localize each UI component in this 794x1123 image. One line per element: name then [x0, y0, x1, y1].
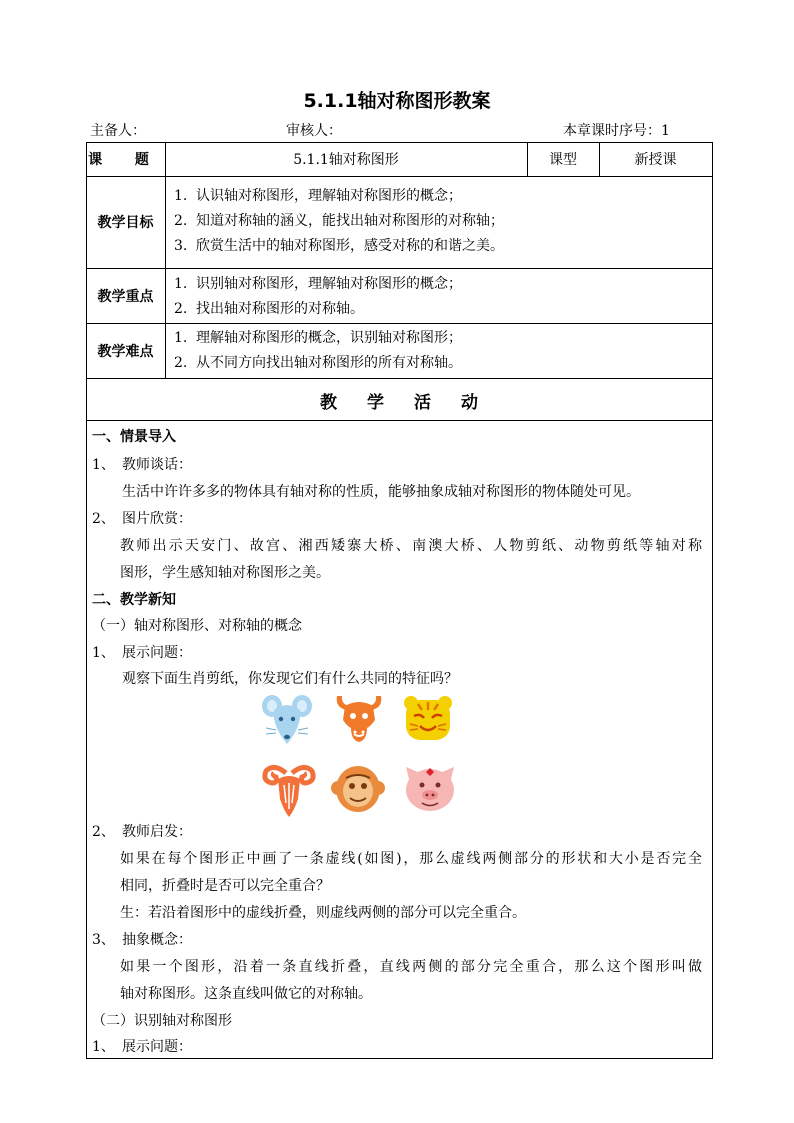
reviewer-label: 审核人： — [286, 123, 342, 139]
ox-papercut-icon — [333, 692, 385, 744]
tiger-papercut-icon — [402, 694, 454, 744]
item-title: 展示问题： — [122, 1039, 192, 1055]
paragraph: 生活中许许多多的物体具有轴对称的性质，能够抽象成轴对称图形的物体随处可见。 — [122, 484, 640, 500]
paragraph: 轴对称图形。这条直线叫做它的对称轴。 — [120, 986, 372, 1002]
paragraph: 如果一个图形，沿着一条直线折叠，直线两侧的部分完全重合，那么这个图形叫做 — [120, 959, 702, 975]
list-item: 2. 知道对称轴的涵义，能找出轴对称图形的对称轴； — [174, 213, 504, 229]
topic-value: 5.1.1轴对称图形 — [293, 152, 399, 168]
paragraph: 生：若沿着图形中的虚线折叠，则虚线两侧的部分可以完全重合。 — [120, 905, 526, 921]
item-number: 1、 — [92, 645, 115, 661]
list-item: 1. 认识轴对称图形，理解轴对称图形的概念； — [174, 188, 462, 204]
type-value: 新授课 — [634, 152, 677, 168]
item-title: 展示问题： — [122, 645, 192, 661]
lesson-number: 本章课时序号：1 — [563, 123, 670, 139]
topic-label: 课 题 — [88, 152, 163, 168]
paragraph: 相同，折叠时是否可以完全重合？ — [120, 878, 330, 894]
list-item: 2. 找出轴对称图形的对称轴。 — [174, 301, 364, 317]
monkey-papercut-icon — [330, 764, 386, 814]
section-heading: 二、教学新知 — [92, 592, 176, 608]
rat-papercut-icon — [262, 692, 312, 746]
key-list — [174, 272, 462, 322]
subsection-heading: （二）识别轴对称图形 — [92, 1013, 232, 1029]
paragraph: 教师出示天安门、故宫、湘西矮寨大桥、南澳大桥、人物剪纸、动物剪纸等轴对称 — [120, 538, 702, 554]
list-item: 3. 欣赏生活中的轴对称图形，感受对称的和谐之美。 — [174, 238, 504, 254]
goals-label: 教学目标 — [97, 215, 154, 231]
item-number: 2、 — [92, 511, 115, 527]
key-label: 教学重点 — [97, 288, 154, 305]
preparer-label: 主备人： — [90, 123, 146, 139]
list-item: 1. 理解轴对称图形的概念，识别轴对称图形； — [174, 330, 462, 346]
difficulty-list — [174, 326, 462, 376]
item-title: 图片欣赏： — [122, 511, 192, 527]
activities-heading: 教学活动 — [320, 393, 508, 413]
section-heading: 一、情景导入 — [92, 429, 176, 445]
item-title: 抽象概念： — [122, 932, 192, 948]
goat-papercut-icon — [262, 763, 316, 819]
item-number: 3、 — [92, 932, 115, 948]
subsection-heading: （一）轴对称图形、对称轴的概念 — [92, 618, 302, 634]
paragraph: 观察下面生肖剪纸，你发现它们有什么共同的特征吗？ — [122, 671, 458, 687]
item-number: 1、 — [92, 1039, 115, 1055]
item-title: 教师启发： — [122, 824, 192, 840]
list-item: 2. 从不同方向找出轴对称图形的所有对称轴。 — [174, 355, 462, 371]
item-title: 教师谈话： — [122, 457, 192, 473]
paragraph: 图形，学生感知轴对称图形之美。 — [120, 565, 330, 581]
list-item: 1. 识别轴对称图形，理解轴对称图形的概念； — [174, 276, 462, 292]
goals-list — [174, 184, 504, 259]
pig-papercut-icon — [402, 763, 458, 813]
item-number: 2、 — [92, 824, 115, 840]
page-title: 5.1.1轴对称图形教案 — [303, 90, 491, 112]
difficulty-label: 教学难点 — [97, 343, 154, 360]
paragraph: 如果在每个图形正中画了一条虚线(如图)，那么虚线两侧部分的形状和大小是否完全 — [120, 851, 702, 867]
item-number: 1、 — [92, 457, 115, 473]
type-label: 课型 — [549, 152, 577, 168]
